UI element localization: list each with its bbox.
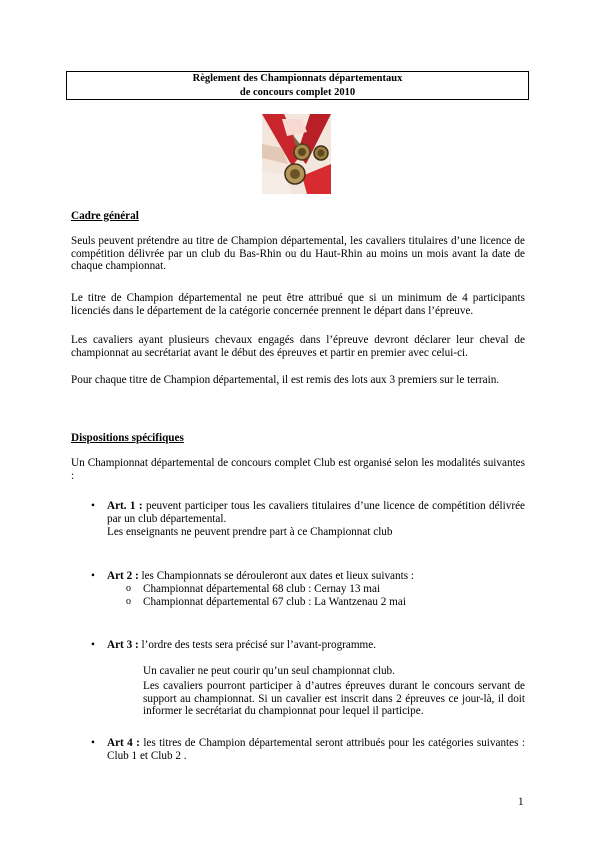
article-1-label: Art. 1 : (107, 500, 143, 512)
article-4 (107, 737, 525, 762)
article-2-sub-2: Championnat départemental 67 club : La Wantzenau 2 mai (143, 596, 406, 608)
article-1-text: peuvent participer tous les cavaliers titulaires d’une licence de compétition délivrée par un club départemental. (107, 500, 525, 525)
bullet-marker: • (91, 639, 95, 651)
bullet-marker: • (91, 570, 95, 582)
article-1 (107, 500, 525, 525)
paragraph-intro-specific: Un Championnat départemental de concours complet Club est organisé selon les modalités suivantes : (71, 457, 525, 482)
article-1-line-2: Les enseignants ne peuvent prendre part à ce Championnat club (107, 526, 393, 538)
article-4-label: Art 4 : (107, 737, 140, 749)
paragraph-multiple-horses: Les cavaliers ayant plusieurs chevaux engagés dans l’épreuve devront déclarer leur cheval de championnat au secrétariat avant le début des épreuves et partir en premier avec celui-ci. (71, 334, 525, 359)
section-heading-general: Cadre général (71, 210, 139, 222)
bullet-marker: • (91, 737, 95, 749)
page-number: 1 (518, 796, 524, 808)
article-2 (107, 570, 525, 583)
paragraph-eligibility: Seuls peuvent prétendre au titre de Champion départemental, les cavaliers titulaires d’une licence de compétition délivrée par un club du Bas-Rhin ou du Haut-Rhin au moins un mois avant la date de chaque championnat. (71, 235, 525, 273)
article-2-text: les Championnats se dérouleront aux dates et lieux suivants : (138, 570, 414, 582)
paragraph-prizes: Pour chaque titre de Champion départemental, il est remis des lots aux 3 premiers sur le terrain. (71, 374, 500, 386)
paragraph-minimum-participants: Le titre de Champion départemental ne peut être attribué que si un minimum de 4 participants licenciés dans le département de la catégorie concernée prennent le départ dans l’épreuve. (71, 292, 525, 317)
article-3 (107, 639, 525, 652)
article-2-label: Art 2 : (107, 570, 139, 582)
article-3-text: l’ordre des tests sera précisé sur l’avant-programme. (138, 639, 377, 651)
title-line-1: Règlement des Championnats départementaux (192, 73, 403, 84)
sub-bullet-marker: o (126, 596, 131, 607)
title-box (66, 71, 529, 100)
article-3-paragraph-2: Les cavaliers pourront participer à d’autres épreuves durant le concours servant de support au championnat. Si un cavalier est inscrit dans 2 épreuves ce jour-là, il doit informer le secrétariat du championnat pour lequel il participe. (143, 680, 525, 718)
bullet-marker: • (91, 500, 95, 512)
title-line-2: de concours complet 2010 (239, 87, 356, 98)
sub-bullet-marker: o (126, 583, 131, 594)
section-heading-specific: Dispositions spécifiques (71, 432, 184, 444)
medal-photo-icon (262, 114, 331, 194)
article-3-label: Art 3 : (107, 639, 139, 651)
article-2-sub-1: Championnat départemental 68 club : Cernay 13 mai (143, 583, 381, 595)
article-4-text: les titres de Champion départemental seront attribués pour les catégories suivantes : Club 1 et Club 2 . (107, 737, 525, 762)
article-3-paragraph-1: Un cavalier ne peut courir qu’un seul championnat club. (143, 665, 395, 677)
